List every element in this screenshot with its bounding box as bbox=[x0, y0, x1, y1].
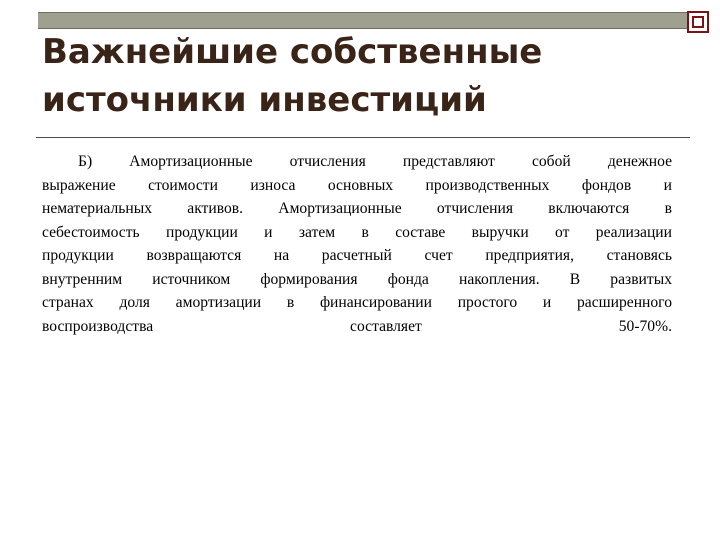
body-line: выражение стоимости износа основных производственных фондов и bbox=[42, 176, 672, 194]
body-paragraph bbox=[42, 150, 672, 338]
body-line: странах доля амортизации в финансировании простого и расширенного bbox=[42, 294, 672, 311]
body-line-last: воспроизводства составляет 50-70%. bbox=[42, 317, 672, 335]
slide-title bbox=[42, 29, 662, 124]
body-line: Б) Амортизационные отчисления представляют собой денежное bbox=[78, 153, 672, 170]
slide-title-line-1: Важнейшие собственные bbox=[42, 32, 543, 72]
body-line: нематериальных активов. Амортизационные отчисления включаются в bbox=[42, 200, 672, 217]
top-banner-bar bbox=[38, 12, 692, 29]
body-line: внутренним источником формирования фонда накопления. В развитых bbox=[42, 270, 672, 288]
body-line: продукции возвращаются на расчетный счет предприятия, становясь bbox=[42, 247, 672, 264]
slide-title-line-2: источники инвестиций bbox=[42, 80, 487, 120]
inner-square-ornament-icon bbox=[692, 16, 704, 28]
title-container bbox=[0, 29, 720, 134]
title-divider bbox=[36, 137, 690, 138]
body-line: себестоимость продукции и затем в составе выручки от реализации bbox=[42, 223, 672, 241]
